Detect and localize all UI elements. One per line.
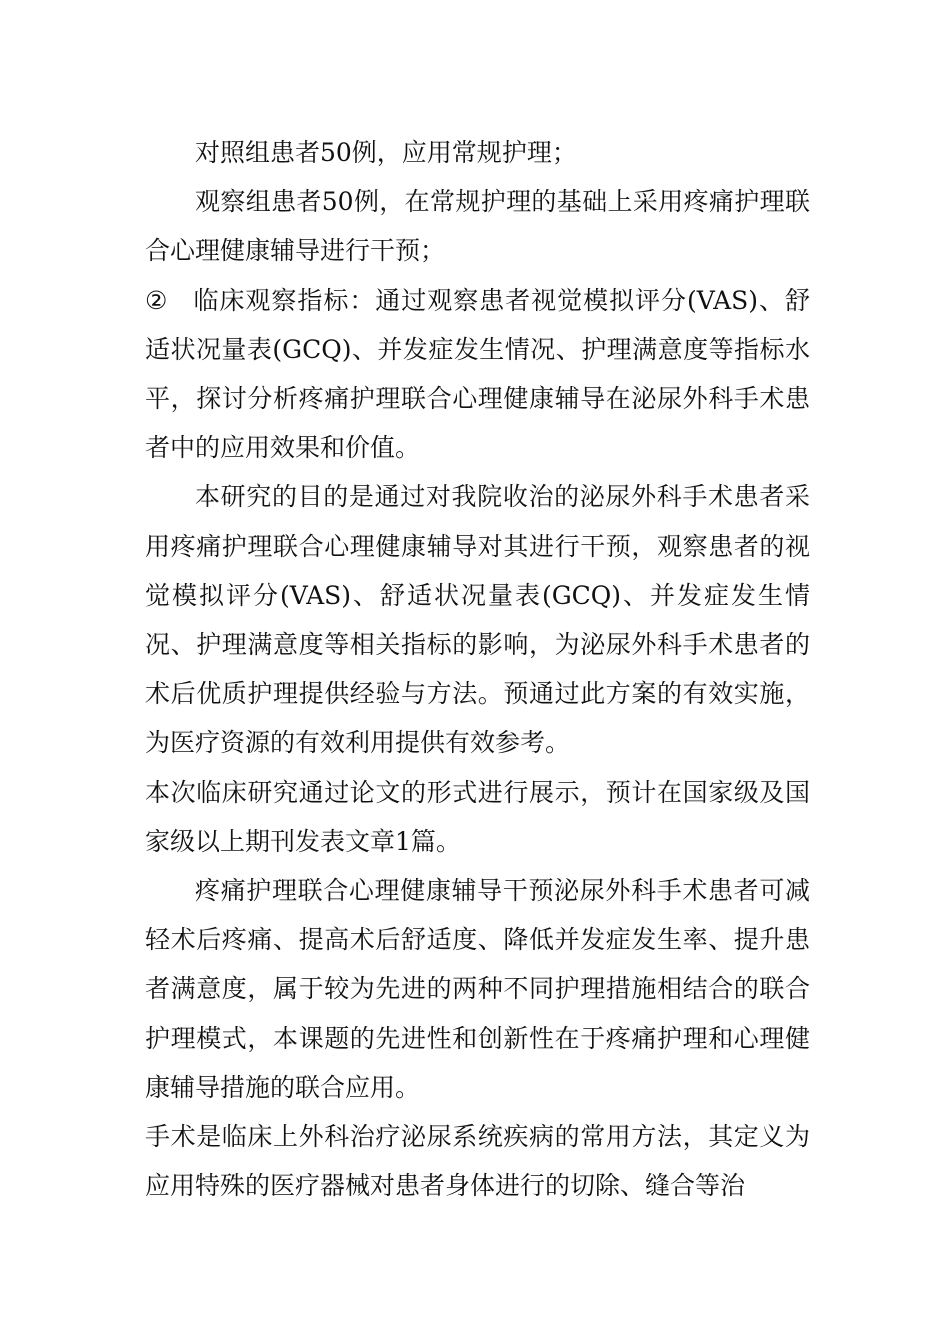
paragraph-surgery-definition — [145, 1112, 810, 1210]
paragraph-control-group — [145, 128, 810, 177]
paragraph-research-purpose — [145, 472, 810, 767]
paragraph-text: 本研究的目的是通过对我院收治的泌尿外科手术患者采用疼痛护理联合心理健康辅导对其进行干预，观察患者的视觉模拟评分(VAS)、舒适状况量表(GCQ)、并发症发生情况、护理满意度等相关指标的影响，为泌尿外科手术患者的术后优质护理提供经验与方法。预通过此方案的有效实施，为医疗资源的有效利用提供有效参考。 — [145, 482, 810, 758]
paragraph-observation-group — [145, 177, 810, 275]
paragraph-text: 临床观察指标：通过观察患者视觉模拟评分(VAS)、舒适状况量表(GCQ)、并发症发生情况、护理满意度等指标水平，探讨分析疼痛护理联合心理健康辅导在泌尿外科手术患者中的应用效果和价值。 — [145, 285, 810, 463]
list-marker: ② — [145, 285, 168, 315]
document-page — [145, 128, 810, 1210]
paragraph-text: 本次临床研究通过论文的形式进行展示，预计在国家级及国家级以上期刊发表文章1篇。 — [145, 777, 810, 856]
paragraph-text: 观察组患者50例，在常规护理的基础上采用疼痛护理联合心理健康辅导进行干预； — [145, 187, 810, 266]
paragraph-text: 对照组患者50例，应用常规护理； — [195, 138, 577, 167]
paragraph-innovation — [145, 866, 810, 1112]
paragraph-publication-plan — [145, 768, 810, 866]
paragraph-text: 手术是临床上外科治疗泌尿系统疾病的常用方法，其定义为应用特殊的医疗器械对患者身体进行的切除、缝合等治 — [145, 1122, 810, 1201]
paragraph-clinical-indicators — [145, 276, 810, 473]
paragraph-text: 疼痛护理联合心理健康辅导干预泌尿外科手术患者可减轻术后疼痛、提高术后舒适度、降低并发症发生率、提升患者满意度，属于较为先进的两种不同护理措施相结合的联合护理模式，本课题的先进性和创新性在于疼痛护理和心理健康辅导措施的联合应用。 — [145, 876, 810, 1102]
